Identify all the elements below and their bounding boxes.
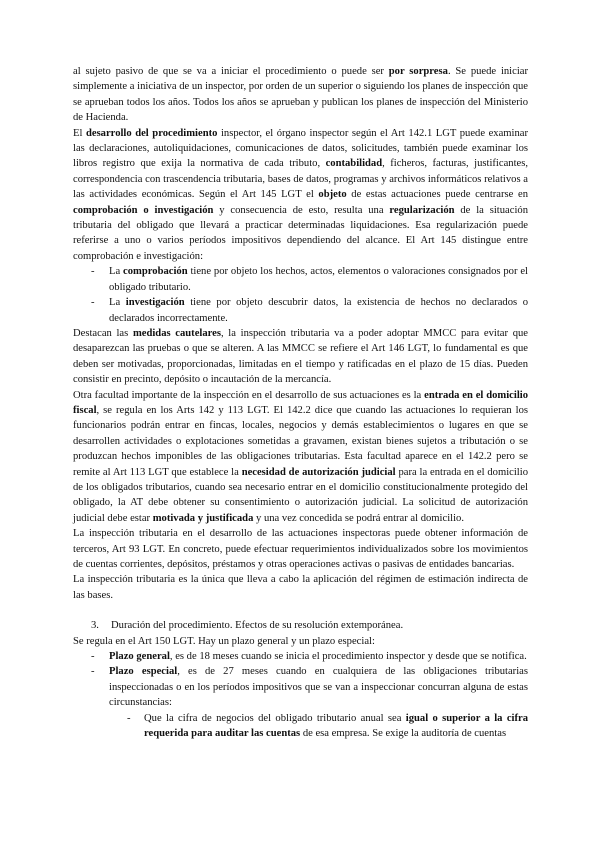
list-plazos [73, 649, 528, 711]
text-run: , es de 27 meses cuando en cualquiera de las obligaciones tributarias inspeccionadas o en los períodos impositivos que se van a inspeccionar concurran alguna de estas circunstancias: [109, 666, 528, 709]
list-item-comprobacion [109, 264, 528, 295]
paragraph-medidas-cautelares [73, 326, 528, 388]
text-run: . Se puede iniciar simplemente a iniciativa de un inspector, por orden de un superior o siguiendo los planes de inspección que se aprueban todos los años. Todos los años se aprueban y publican los planes de inspección del Ministerio de Hacienda. [73, 66, 528, 124]
bold-term: necesidad de autorización judicial [241, 466, 396, 478]
section-heading [73, 618, 528, 633]
text-run: Que la cifra de negocios del obligado tributario anual sea [144, 712, 406, 724]
bold-term: comprobación o investigación [73, 204, 214, 216]
text-run: para la entrada en el domicilio de los obligados tributarios, cuando sea necesario entrar en el domicilio constitucionalmente protegido del obligado, la AT debe obtener su consentimiento o autorización judicial. La solicitud de autorización judicial debe estar [73, 466, 528, 524]
section-number: 3. [91, 620, 99, 632]
text-run: , es de 18 meses cuando se inicia el procedimiento inspector y desde que se notifica. [169, 651, 527, 663]
text-run: La inspección tributaria en el desarrollo de las actuaciones inspectoras puede obtener información de terceros, Art 93 LGT. En concreto, puede efectuar requerimientos individualizados sobre los movimientos de cuentas corrientes, depósitos, préstamos y otras operaciones activas o pasivas de entidades bancarias. [73, 528, 528, 570]
text-run: al sujeto pasivo de que se va a iniciar el procedimiento o puede ser [73, 66, 389, 77]
document-page [73, 64, 528, 741]
paragraph-development [73, 126, 528, 265]
list-item-plazo-general [109, 649, 528, 664]
bold-term: contabilidad [325, 158, 383, 170]
text-run: de la situación tributaria del obligado que llevará a practicar determinadas liquidaciones. Esa regularización puede referirse a uno o varios períodos impositivos dependiendo del alcance. El Art 145 distingue entre comprobación e investigación: [73, 204, 528, 262]
list-item-plazo-especial [109, 664, 528, 710]
section-title: Duración del procedimiento. Efectos de su resolución extemporánea. [111, 620, 404, 632]
bold-term: entrada en el domicilio fiscal [73, 389, 529, 416]
text-run: de esa empresa. Se exige la auditoría de cuentas [300, 728, 507, 740]
bold-term: comprobación [123, 266, 188, 278]
paragraph-entrada-domicilio [73, 388, 528, 527]
text-run: y consecuencia de esto, resulta una [213, 204, 390, 216]
text-run: inspector, el órgano inspector según el Art 142.1 LGT puede examinar las declaraciones, autoliquidaciones, comunicaciones de datos, solicitudes, también puede examinar los libros registro que exija la normativa de cada tributo, [73, 127, 528, 170]
list-item-investigacion [109, 295, 528, 326]
bold-term: investigación [125, 297, 185, 309]
text-run: La [109, 266, 124, 278]
bold-term: motivada y justificada [152, 512, 254, 524]
list-circunstancias [73, 711, 528, 742]
list-comprobacion-investigacion [73, 264, 528, 326]
paragraph-initiation [73, 64, 528, 126]
text-run: La [109, 297, 126, 309]
text-run: de estas actuaciones puede centrarse en [346, 189, 528, 201]
text-run: El [73, 127, 86, 139]
text-run: La inspección tributaria es la única que lleva a cabo la aplicación del régimen de estimación indirecta de las bases. [73, 574, 528, 601]
bold-term: objeto [318, 189, 347, 201]
text-run: tiene por objeto los hechos, actos, elementos o valoraciones consignados por el obligado tributario. [109, 266, 528, 293]
text-run: Se regula en el Art 150 LGT. Hay un plazo general y un plazo especial: [73, 635, 375, 647]
bold-term: igual o superior a la cifra requerida para auditar las cuentas [144, 712, 528, 740]
text-run: y una vez concedida se podrá entrar al domicilio. [253, 512, 464, 524]
text-run: , se regula en los Arts 142 y 113 LGT. El 142.2 dice que cuando las actuaciones lo requieran los funcionarios podrán entrar en fincas, locales, negocios y demás establecimientos o lugares en que se desarrollen actividades o explotaciones sometidas a gravamen, existan bienes sujetos a tributación o se produzcan hechos imponibles de las obligaciones tributarias. Esta facultad aparece en el 142.2 pero se remite al Art 113 LGT que establece la [73, 404, 528, 478]
text-run: tiene por objeto descubrir datos, la existencia de hechos no declarados o declarados incorrectamente. [109, 297, 529, 324]
text-run: , ficheros, facturas, justificantes, correspondencia con trascendencia tributaria, bases de datos, programas y archivos informáticos relativos a las actividades económicas. Según el Art 145 LGT el [73, 158, 528, 201]
bold-term: por sorpresa [388, 66, 448, 77]
bold-term: regularización [389, 204, 455, 216]
bold-term: Plazo general [109, 651, 170, 663]
list-item-cifra-negocios [144, 711, 528, 742]
text-run: Destacan las [73, 327, 133, 339]
bold-term: Plazo especial [109, 666, 178, 678]
bold-term: desarrollo del procedimiento [85, 127, 218, 139]
text-run: , la inspección tributaria va a poder adoptar MMCC para evitar que desaparezcan las pruebas o que se alteren. A las MMCC se refiere el Art 146 LGT, lo fundamental es que deben ser motivadas, proporcionadas, limitadas en el tiempo y ratificadas en el plazo de 15 días. Pueden consistir en precinto, depósito o incautación de la mercancía. [73, 327, 528, 386]
paragraph-informacion-terceros [73, 526, 528, 572]
bold-term: medidas cautelares [132, 327, 221, 339]
paragraph-estimacion-indirecta [73, 572, 528, 603]
text-run: Otra facultad importante de la inspección en el desarrollo de sus actuaciones es la [73, 389, 425, 401]
paragraph-duracion [73, 634, 528, 649]
